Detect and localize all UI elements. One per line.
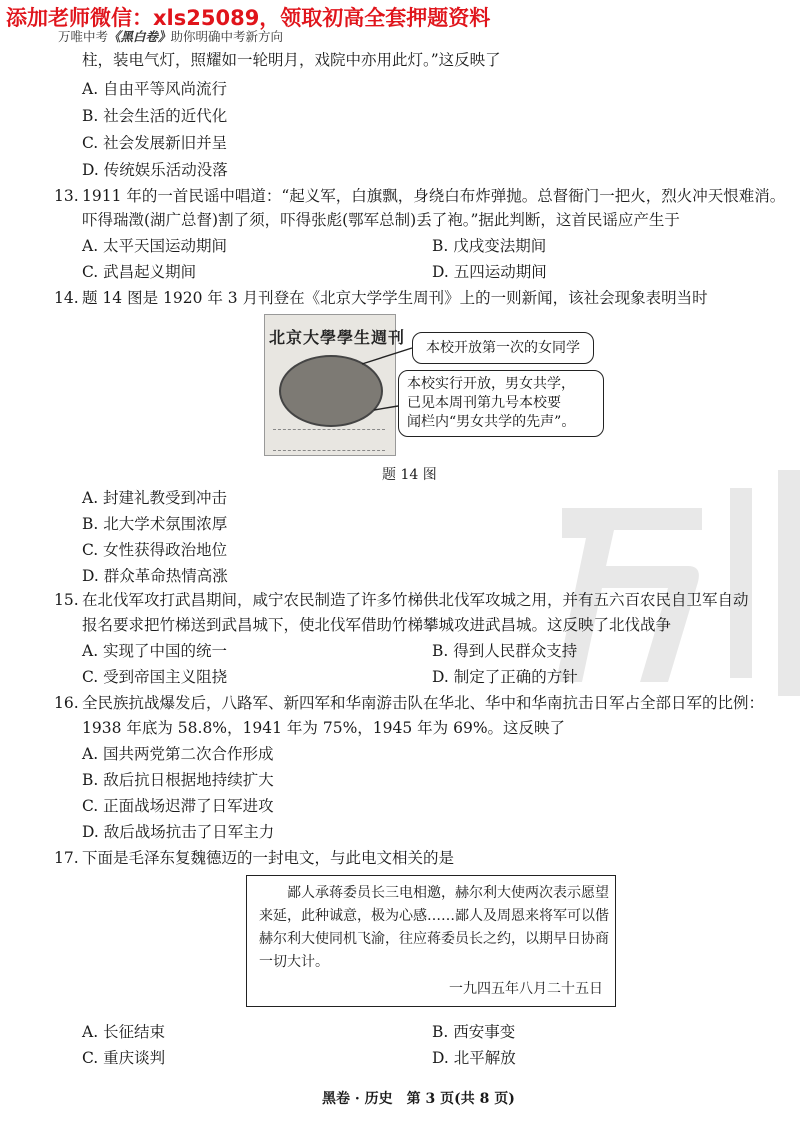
- q13-stem-line2: 吓得瑞澂(湖广总督)割了须，吓得张彪(鄂军总制)丢了袍。”据此判断，这首民谣应产生于: [82, 211, 680, 229]
- q16-option-a: A. 国共两党第二次合作形成: [82, 745, 274, 763]
- q15-option-a: A. 实现了中国的统一: [82, 642, 228, 660]
- q15-option-d: D. 制定了正确的方针: [432, 668, 578, 686]
- newspaper-title: 北京大學學生週刊: [269, 328, 406, 347]
- q13-option-b: B. 戊戌变法期间: [432, 237, 547, 255]
- q16-option-d: D. 敌后战场抗击了日军主力: [82, 823, 275, 841]
- callout-body-line: 本校实行开放，男女共学，: [407, 376, 575, 392]
- q13-number: 13.: [54, 187, 79, 205]
- q13-option-c: C. 武昌起义期间: [82, 263, 197, 281]
- q12-option-c: C. 社会发展新旧并呈: [82, 134, 228, 152]
- running-head-brand: 《黑白卷》: [108, 29, 171, 44]
- q14-number: 14.: [54, 289, 79, 307]
- q14-stem: 题 14 图是 1920 年 3 月刊登在《北京大学学生周刊》上的一则新闻，该社会现象表明当时: [82, 289, 708, 307]
- q12-option-a: A. 自由平等风尚流行: [82, 80, 228, 98]
- q17-option-d: D. 北平解放: [432, 1049, 516, 1067]
- q13-option-a: A. 太平天国运动期间: [82, 237, 228, 255]
- q15-option-c: C. 受到帝国主义阻挠: [82, 668, 228, 686]
- figure-caption: 题 14 图: [382, 467, 437, 483]
- q17-number: 17.: [54, 849, 79, 867]
- q14-option-d: D. 群众革命热情高涨: [82, 567, 228, 585]
- q16-option-b: B. 敌后抗日根据地持续扩大: [82, 771, 274, 789]
- q14-option-c: C. 女性获得政治地位: [82, 541, 228, 559]
- q14-option-b: B. 北大学术氛围浓厚: [82, 515, 228, 533]
- callout-body-line: 已见本周刊第九号本校要: [407, 395, 561, 411]
- telegram-body: 鄙人承蒋委员长三电相邀，赫尔利大使两次表示愿望来延，此种诚意，极为心感……鄙人及周恩来将军可以偕赫尔利大使同机飞渝，往应蒋委员长之约，以期早日协商一切大计。: [259, 885, 609, 970]
- q15-number: 15.: [54, 591, 79, 609]
- q17-option-c: C. 重庆谈判: [82, 1049, 166, 1067]
- q12-option-b: B. 社会生活的近代化: [82, 107, 228, 125]
- q16-option-c: C. 正面战场迟滞了日军进攻: [82, 797, 274, 815]
- q17-option-a: A. 长征结束: [82, 1023, 166, 1041]
- q12-option-d: D. 传统娱乐活动没落: [82, 161, 228, 179]
- telegram-box: [246, 875, 616, 1007]
- q14-figure: [262, 310, 594, 460]
- promo-banner: 添加老师微信：xls25089，领取初高全套押题资料: [6, 6, 491, 30]
- q17-stem: 下面是毛泽东复魏德迈的一封电文，与此电文相关的是: [82, 849, 455, 867]
- q14-option-a: A. 封建礼教受到冲击: [82, 489, 228, 507]
- callout-headline: 本校开放第一次的女同学: [412, 332, 594, 364]
- q16-number: 16.: [54, 694, 79, 712]
- q15-stem-line2: 报名要求把竹梯送到武昌城下，使北伐军借助竹梯攀城攻进武昌城。这反映了北伐战争: [82, 616, 672, 634]
- telegram-date: 一九四五年八月二十五日: [449, 981, 603, 997]
- q13-stem-line1: 1911 年的一首民谣中唱道：“起义军，白旗飘，身绕白布炸弹抛。总督衙门一把火，烈火冲天恨难消。: [82, 187, 786, 205]
- running-head-suffix: 助你明确中考新方向: [170, 29, 284, 44]
- q16-stem-line1: 全民族抗战爆发后，八路军、新四军和华南游击队在华北、华中和华南抗击日军占全部日军的比例：: [82, 694, 765, 712]
- q16-stem-line2: 1938 年底为 58.8%，1941 年为 75%，1945 年为 69%。这反映了: [82, 719, 566, 737]
- callout-body-line: 闻栏内“男女共学的先声”。: [407, 414, 576, 430]
- page-footer: 黑卷 · 历史 第 3 页(共 8 页): [322, 1091, 515, 1107]
- q15-option-b: B. 得到人民群众支持: [432, 642, 578, 660]
- callout-body: [398, 370, 604, 437]
- q17-option-b: B. 西安事变: [432, 1023, 516, 1041]
- running-head-prefix: 万唯中考: [58, 29, 109, 44]
- q13-option-d: D. 五四运动期间: [432, 263, 547, 281]
- q12-stem-tail: 柱，装电气灯，照耀如一轮明月，戏院中亦用此灯。”这反映了: [82, 51, 501, 69]
- q15-stem-line1: 在北伐军攻打武昌期间，咸宁农民制造了许多竹梯供北伐军攻城之用，并有五六百农民自卫军自动: [82, 591, 749, 609]
